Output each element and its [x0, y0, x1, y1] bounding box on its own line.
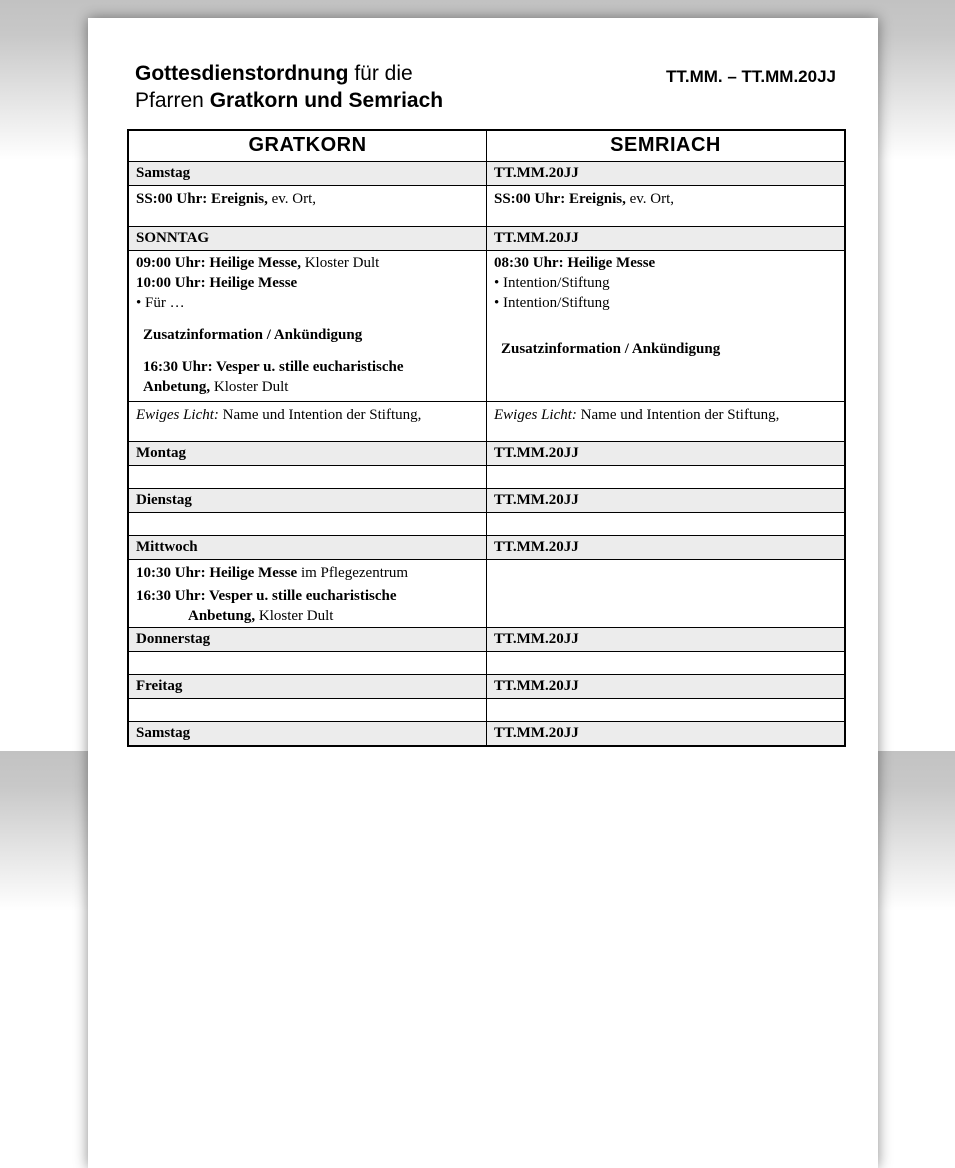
announcement-heading: Zusatzinformation / Ankündigung — [501, 340, 721, 357]
document-header — [88, 18, 878, 114]
empty-cell — [128, 465, 487, 488]
event-row-sonntag — [128, 250, 845, 401]
title-regular-part-2: Pfarren — [135, 89, 210, 112]
ewiges-licht-text: Name und Intention der Stiftung, — [218, 406, 422, 423]
day-row-freitag — [128, 674, 845, 698]
event-bullet-line: • Intention/Stiftung — [494, 294, 610, 311]
empty-row — [128, 651, 845, 674]
date-value: TT.MM.20JJ — [487, 441, 846, 465]
day-label: Dienstag — [128, 488, 487, 512]
event-cell-gratkorn — [128, 185, 487, 226]
empty-cell — [487, 698, 846, 721]
empty-row — [128, 465, 845, 488]
empty-cell — [487, 651, 846, 674]
day-row-samstag-1 — [128, 161, 845, 185]
date-value: TT.MM.20JJ — [487, 488, 846, 512]
event-line: 09:00 Uhr: Heilige Messe, Kloster Dult — [136, 254, 380, 271]
empty-row — [128, 512, 845, 535]
event-line: 16:30 Uhr: Vesper u. stille eucharistische — [143, 358, 404, 375]
event-detail: ev. Ort, — [267, 190, 317, 207]
event-line: Anbetung, Kloster Dult — [188, 607, 334, 624]
empty-cell — [128, 512, 487, 535]
day-label: SONNTAG — [128, 226, 487, 250]
date-value: TT.MM.20JJ — [487, 161, 846, 185]
date-value: TT.MM.20JJ — [487, 535, 846, 559]
event-cell-semriach — [487, 250, 846, 401]
day-label: Donnerstag — [128, 627, 487, 651]
day-row-donnerstag — [128, 627, 845, 651]
column-header-gratkorn: GRATKORN — [128, 130, 487, 161]
event-bullet-line: • Intention/Stiftung — [494, 274, 610, 291]
ewiges-licht-cell-gratkorn — [128, 401, 487, 441]
day-row-samstag-2 — [128, 721, 845, 746]
empty-cell — [128, 651, 487, 674]
event-cell-gratkorn — [128, 559, 487, 627]
day-row-sonntag — [128, 226, 845, 250]
empty-cell — [487, 465, 846, 488]
day-label: Freitag — [128, 674, 487, 698]
ewiges-licht-label: Ewiges Licht: — [494, 406, 577, 423]
day-row-montag — [128, 441, 845, 465]
date-value: TT.MM.20JJ — [487, 226, 846, 250]
day-label: Samstag — [128, 161, 487, 185]
schedule-table — [127, 129, 846, 747]
column-header-semriach: SEMRIACH — [487, 130, 846, 161]
event-time-label: SS:00 Uhr: Ereignis, — [494, 190, 626, 207]
event-detail: ev. Ort, — [625, 190, 675, 207]
day-row-mittwoch — [128, 535, 845, 559]
date-value: TT.MM.20JJ — [487, 627, 846, 651]
event-row-samstag-1 — [128, 185, 845, 226]
empty-cell — [128, 698, 487, 721]
day-label: Montag — [128, 441, 487, 465]
page-title — [135, 60, 443, 114]
ewiges-licht-text: Name und Intention der Stiftung, — [576, 406, 780, 423]
title-bold-part-1: Gottesdienstordnung — [135, 62, 349, 85]
event-line: Anbetung, Kloster Dult — [143, 378, 289, 395]
day-label: Samstag — [128, 721, 487, 746]
empty-cell — [487, 512, 846, 535]
document-page — [88, 18, 878, 1168]
event-line: 16:30 Uhr: Vesper u. stille eucharistische — [136, 587, 397, 604]
event-cell-semriach — [487, 185, 846, 226]
title-bold-part-2: Gratkorn und Semriach — [209, 89, 444, 112]
title-regular-part-1: für die — [348, 62, 413, 85]
event-cell-gratkorn — [128, 250, 487, 401]
event-bullet-line: • Für … — [136, 294, 185, 311]
day-label: Mittwoch — [128, 535, 487, 559]
announcement-heading: Zusatzinformation / Ankündigung — [143, 326, 363, 343]
date-value: TT.MM.20JJ — [487, 721, 846, 746]
event-line: 10:00 Uhr: Heilige Messe — [136, 274, 298, 291]
empty-row — [128, 698, 845, 721]
event-cell-semriach — [487, 559, 846, 627]
event-row-mittwoch — [128, 559, 845, 627]
event-time-label: SS:00 Uhr: Ereignis, — [136, 190, 268, 207]
event-line: 08:30 Uhr: Heilige Messe — [494, 254, 656, 271]
ewiges-licht-label: Ewiges Licht: — [136, 406, 219, 423]
column-header-row — [128, 130, 845, 161]
date-range: TT.MM. – TT.MM.20JJ — [665, 67, 836, 86]
ewiges-licht-row — [128, 401, 845, 441]
ewiges-licht-cell-semriach — [487, 401, 846, 441]
date-value: TT.MM.20JJ — [487, 674, 846, 698]
day-row-dienstag — [128, 488, 845, 512]
event-line: 10:30 Uhr: Heilige Messe im Pflegezentrum — [136, 564, 409, 581]
